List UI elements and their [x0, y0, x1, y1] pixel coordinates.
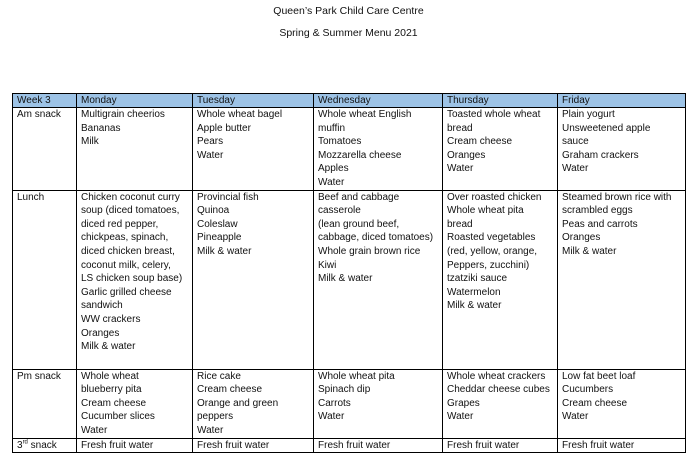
page-title: Queen’s Park Child Care Centre: [273, 5, 424, 17]
menu-item-line: Carrots: [318, 397, 351, 409]
table-row: [13, 190, 686, 369]
menu-cell: [77, 438, 193, 453]
menu-item-line: Graham crackers: [562, 149, 639, 161]
menu-item-line: chickpeas, spinach,: [81, 232, 169, 244]
menu-item-line: Over roasted chicken: [447, 191, 542, 203]
menu-cell: [193, 369, 314, 438]
menu-item-line: Plain yogurt: [562, 109, 615, 120]
menu-cell: [77, 190, 193, 369]
menu-item-line: Garlic grilled cheese: [81, 286, 172, 298]
menu-item-line: peppers: [197, 411, 234, 423]
menu-item-line: diced chicken breast,: [81, 245, 175, 257]
menu-cell: [558, 190, 686, 369]
menu-item-line: Water: [81, 424, 108, 436]
menu-item-line: Oranges: [447, 149, 486, 161]
menu-item-line: Quinoa: [197, 205, 230, 217]
menu-item-line: Water: [318, 411, 345, 423]
menu-item-line: soup (diced tomatoes,: [81, 205, 180, 217]
menu-item-line: Fresh fruit water: [81, 439, 154, 451]
menu-item-line: (lean ground beef,: [318, 218, 400, 230]
menu-item-line: coconut milk, celery,: [81, 259, 171, 271]
menu-item-line: muffin: [318, 122, 346, 134]
menu-item-line: Spinach dip: [318, 384, 371, 396]
menu-table: [12, 93, 686, 453]
menu-cell: [314, 190, 443, 369]
menu-item-line: Unsweetened apple: [562, 122, 651, 134]
menu-cell: [314, 369, 443, 438]
menu-item-line: Milk & water: [562, 245, 617, 257]
row-label-text: snack: [27, 439, 57, 451]
menu-cell: [193, 108, 314, 191]
menu-item-line: Cream cheese: [81, 397, 147, 409]
menu-cell: [314, 438, 443, 453]
menu-item-line: Orange and green: [197, 397, 279, 409]
menu-item-line: cabbage, diced tomatoes): [318, 232, 434, 244]
menu-cell: [77, 369, 193, 438]
menu-cell: [77, 108, 193, 191]
menu-item-line: Milk: [81, 136, 99, 148]
menu-cell: [558, 369, 686, 438]
row-label-number: 3: [17, 439, 23, 451]
menu-item-line: scrambled eggs: [562, 205, 633, 217]
menu-item-line: Roasted vegetables: [447, 232, 536, 244]
menu-item-line: Whole wheat English: [318, 109, 412, 120]
menu-cell: [558, 108, 686, 191]
menu-item-line: Cucumber slices: [81, 411, 155, 423]
menu-cell: [443, 108, 558, 191]
menu-item-line: Apples: [318, 163, 349, 175]
menu-item-line: Oranges: [81, 327, 120, 339]
menu-item-line: Water: [562, 163, 589, 175]
menu-item-line: Pineapple: [197, 232, 242, 244]
menu-item-line: Fresh fruit water: [562, 439, 635, 451]
menu-item-line: Milk & water: [81, 341, 136, 353]
menu-item-line: Cream cheese: [447, 136, 513, 148]
menu-item-line: Coleslaw: [197, 218, 238, 230]
menu-item-line: Cream cheese: [197, 384, 263, 396]
menu-item-line: Cucumbers: [562, 384, 614, 396]
column-header-friday: Friday: [558, 94, 686, 108]
menu-item-line: WW crackers: [81, 313, 141, 325]
menu-item-line: sandwich: [81, 300, 123, 312]
menu-item-line: Water: [562, 411, 589, 423]
menu-cell: [443, 190, 558, 369]
menu-item-line: (red, yellow, orange,: [447, 245, 538, 257]
menu-item-line: Beef and cabbage: [318, 191, 400, 203]
menu-item-line: Low fat beet loaf: [562, 370, 636, 382]
menu-item-line: bread: [447, 218, 473, 230]
header-row: [13, 94, 686, 108]
menu-item-line: tzatziki sauce: [447, 273, 508, 285]
row-label-lunch: Lunch: [13, 190, 77, 369]
row-label-am-snack: Am snack: [13, 108, 77, 191]
menu-item-line: Whole wheat pita: [318, 370, 395, 382]
column-header-wednesday: Wednesday: [314, 94, 443, 108]
menu-item-line: Whole wheat pita: [447, 205, 524, 217]
menu-item-line: Whole grain brown rice: [318, 245, 421, 257]
menu-cell: [443, 369, 558, 438]
menu-item-line: LS chicken soup base): [81, 273, 183, 285]
menu-item-line: Water: [447, 163, 474, 175]
table-row: [13, 108, 686, 191]
menu-item-line: bread: [447, 122, 473, 134]
menu-item-line: Cheddar cheese cubes: [447, 384, 550, 396]
menu-item-line: Milk & water: [197, 245, 252, 257]
menu-cell: [193, 438, 314, 453]
menu-cell: [443, 438, 558, 453]
menu-item-line: Rice cake: [197, 370, 241, 382]
row-label-superscript: rd: [22, 439, 28, 446]
row-label-3rd-snack: [13, 438, 77, 453]
menu-item-line: sauce: [562, 136, 589, 148]
menu-cell: [558, 438, 686, 453]
menu-item-line: Cream cheese: [562, 397, 628, 409]
menu-item-line: Tomatoes: [318, 136, 362, 148]
menu-cell: [314, 108, 443, 191]
page-subtitle: Spring & Summer Menu 2021: [279, 27, 418, 39]
column-header-week: Week 3: [13, 94, 77, 108]
menu-item-line: Milk & water: [318, 273, 373, 285]
menu-item-line: Toasted whole wheat: [447, 109, 541, 120]
row-label-pm-snack: Pm snack: [13, 369, 77, 438]
menu-item-line: Apple butter: [197, 122, 251, 134]
menu-item-line: Watermelon: [447, 286, 501, 298]
column-header-tuesday: Tuesday: [193, 94, 314, 108]
menu-item-line: Water: [318, 176, 345, 188]
menu-item-line: Bananas: [81, 122, 121, 134]
column-header-monday: Monday: [77, 94, 193, 108]
menu-item-line: Kiwi: [318, 259, 337, 271]
menu-item-line: Whole wheat bagel: [197, 109, 283, 120]
menu-cell: [193, 190, 314, 369]
menu-item-line: Water: [197, 149, 224, 161]
menu-item-line: Peas and carrots: [562, 218, 638, 230]
table-row: [13, 438, 686, 453]
menu-item-line: Peppers, zucchini): [447, 259, 530, 271]
menu-item-line: Milk & water: [447, 300, 502, 312]
menu-item-line: diced red pepper,: [81, 218, 159, 230]
menu-item-line: Mozzarella cheese: [318, 149, 402, 161]
column-header-thursday: Thursday: [443, 94, 558, 108]
menu-item-line: Whole wheat crackers: [447, 370, 546, 382]
menu-item-line: casserole: [318, 205, 361, 217]
menu-item-line: blueberry pita: [81, 384, 142, 396]
table-row: [13, 369, 686, 438]
menu-item-line: Steamed brown rice with: [562, 191, 672, 203]
menu-item-line: Whole wheat: [81, 370, 139, 382]
menu-item-line: Multigrain cheerios: [81, 109, 165, 120]
menu-item-line: Fresh fruit water: [318, 439, 391, 451]
menu-item-line: Chicken coconut curry: [81, 191, 180, 203]
menu-item-line: Grapes: [447, 397, 480, 409]
menu-item-line: Fresh fruit water: [197, 439, 270, 451]
menu-item-line: Water: [447, 411, 474, 423]
menu-item-line: Water: [197, 424, 224, 436]
menu-item-line: Oranges: [562, 232, 601, 244]
menu-item-line: Provincial fish: [197, 191, 259, 203]
menu-item-line: Pears: [197, 136, 224, 148]
menu-item-line: Fresh fruit water: [447, 439, 520, 451]
